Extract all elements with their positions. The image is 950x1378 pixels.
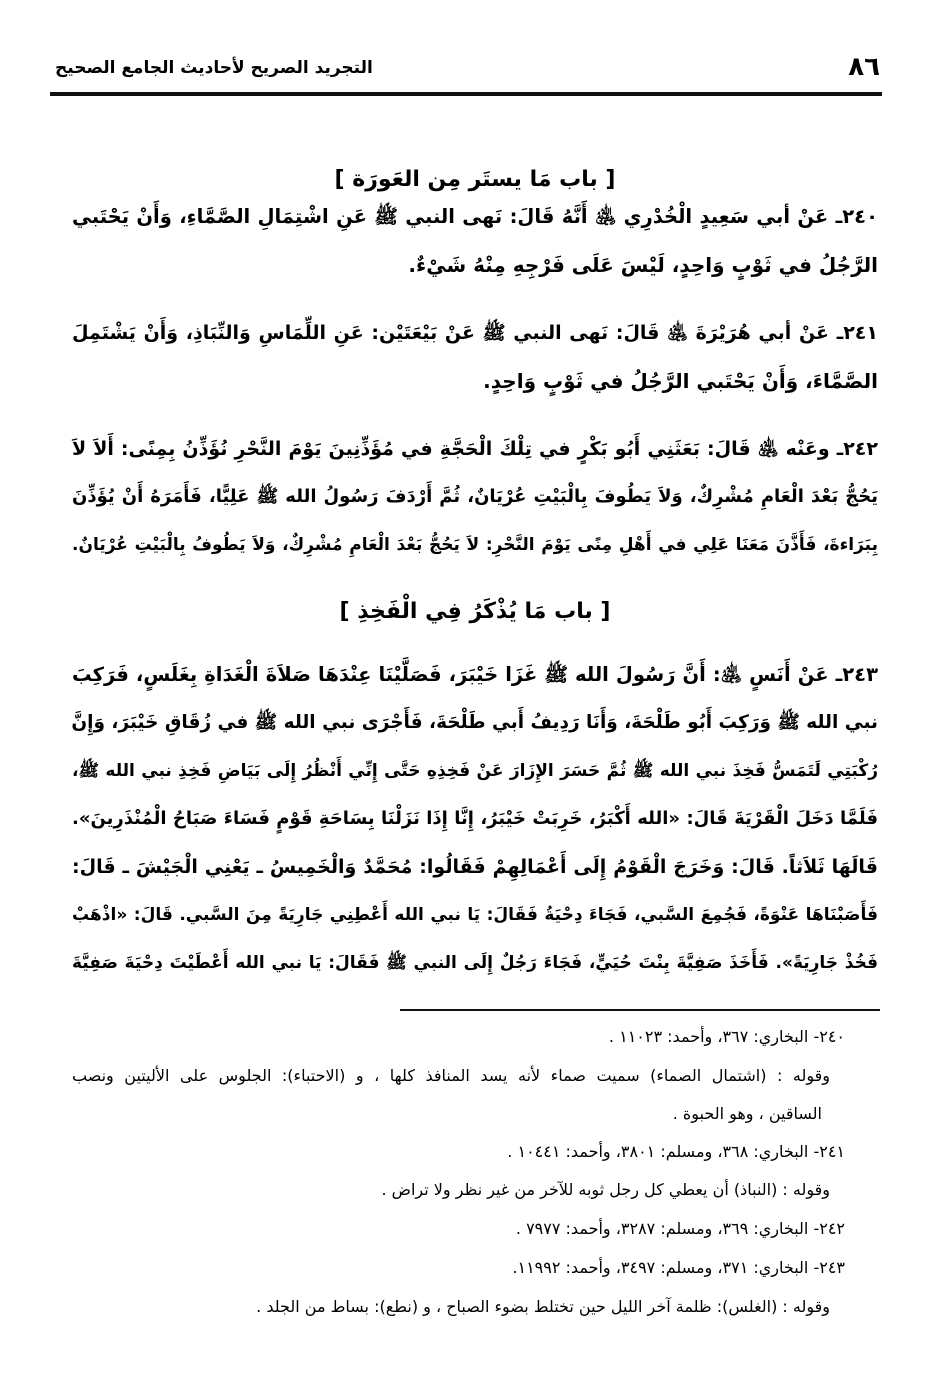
chapter-title: [ باب مَا يُذْكَرُ فِي الْفَخِذِ ] — [339, 599, 611, 624]
hadith-243-line: ٢٤٣ـ عَنْ أَنَسٍ ﵁: أَنَّ رَسُولَ الله ﷺ غَزَا خَيْبَرَ، فَصَلَّيْنَا عِنْدَهَا صَلاَةَ الْغَدَاةِ بِغَلَسٍ، فَرَكِبَ — [72, 663, 878, 686]
footnote-line: الساقين ، وهو الحبوة . — [672, 1104, 822, 1123]
hadith-242-line: ٢٤٢ـ وعَنْه ﵁ قَالَ: بَعَثَنِي أَبُو بَكْرٍ في تِلْكَ الْحَجَّةِ في مُؤَذِّنِينَ يَوْمَ النَّحْرِ نُؤَذِّنُ بِمِنًى: أَلاَ لاَ — [72, 438, 878, 460]
hadith-241-line: ٢٤١ـ عَنْ أبي هُرَيْرَةَ ﵁ قَالَ: نَهى النبي ﷺ عَنْ بَيْعَتَيْن: عَنِ اللِّمَاسِ وَالنِّبَاذِ، وَأَنْ يَشْتَمِلَ — [72, 322, 878, 344]
footnote-line: ٢٤٢- البخاري: ٣٦٩، ومسلم: ٣٢٨٧، وأحمد: ٧٩٧٧ . — [515, 1219, 845, 1238]
hadith-242-line: يَحُجُّ بَعْدَ الْعَامِ مُشْرِكٌ، وَلاَ يَطُوفَ بِالْبَيْتِ عُرْيَانٌ، ثُمَّ أَرْدَفَ رَسُولُ الله ﷺ عَلِيًّا، فَأَمَرَهُ أَنْ يُؤَذِّنَ — [72, 486, 878, 507]
footnote-line: ٢٤٠- البخاري: ٣٦٧، وأحمد: ١١٠٢٣ . — [608, 1027, 845, 1046]
hadith-240-line: الرَّجُلُ في ثَوْبٍ وَاحِدٍ، لَيْسَ عَلَى فَرْجِهِ مِنْهُ شَيْءٌ. — [408, 253, 878, 277]
hadith-241-line: الصَّمَّاءَ، وَأَنْ يَحْتَبي الرَّجُلُ في ثَوْبٍ وَاحِدٍ. — [483, 369, 878, 393]
hadith-243-line: قَالَهَا ثَلاَثاً. قَالَ: وَخَرَجَ الْقَوْمُ إِلَى أَعْمَالِهِمْ فَقَالُوا: مُحَمَّدٌ وَالْخَمِيسُ ـ يَعْنِي الْجَيْشَ ـ قَالَ: — [72, 856, 878, 878]
footnote-line: ٢٤٣- البخاري: ٣٧١، ومسلم: ٣٤٩٧، وأحمد: ١١٩٩٢. — [512, 1258, 845, 1277]
hadith-242-line: بِبَرَاءةَ، فَأَذَّنَ مَعَنَا عَلِي في أَهْلِ مِنًى يَوْمَ النَّحْرِ: لاَ يَحُجُّ بَعْدَ الْعَامِ مُشْرِكٌ، وَلاَ يَطُوفُ بِالْبَيْتِ عُرْيَانٌ. — [72, 535, 878, 555]
hadith-243-line: نبي الله ﷺ وَرَكِبَ أَبُو طَلْحَةَ، وَأَنَا رَدِيفُ أَبي طَلْحَةَ، فَأَجْرَى نبي الله ﷺ في زُقَاقِ خَيْبَرَ، وَإِنَّ — [71, 712, 878, 733]
footnote-rule — [400, 1009, 880, 1011]
footnote-line: ٢٤١- البخاري: ٣٦٨، ومسلم: ٣٨٠١، وأحمد: ١٠٤٤١ . — [507, 1142, 845, 1161]
hadith-243-line: فَأَصَبْنَاهَا عَنْوَةً، فَجُمِعَ السَّبي، فَجَاءَ دِحْيَةُ فَقَالَ: يَا نبي الله أَعْطِنِي جَارِيَةً مِنَ السَّبي. قَالَ: «اذْهَبْ — [72, 905, 878, 925]
footnote-line: وقوله : (النباذ) أن يعطي كل رجل ثوبه للآخر من غير نظر ولا تراض . — [381, 1180, 830, 1199]
hadith-240-line: ٢٤٠ـ عَنْ أبي سَعِيدٍ الْخُدْرِي ﵁ أَنَّهُ قَالَ: نَهى النبي ﷺ عَنِ اشْتِمَالِ الصَّمَّاءِ، وَأَنْ يَحْتَبي — [72, 205, 878, 228]
hadith-243-line: رُكْبَتِي لَتَمَسُّ فَخِذَ نبي الله ﷺ ثُمَّ حَسَرَ الإِزَارَ عَنْ فَخِذِهِ حَتَّى إِنِّي أَنْظُرُ إِلَى بَيَاضِ فَخِذِ نبي الله ﷺ، — [72, 761, 878, 781]
page-number: ٨٦ — [848, 52, 880, 82]
footnote-line: وقوله : (الغلس): ظلمة آخر الليل حين تختلط بضوء الصباح ، و (نطع): بساط من الجلد . — [256, 1297, 830, 1316]
footnote-line: وقوله : (اشتمال الصماء) سميت صماء لأنه يسد المنافذ كلها ، و (الاحتباء): الجلوس على الأليتين ونصب — [72, 1066, 830, 1085]
hadith-243-line: فَلَمَّا دَخَلَ الْقَرْيَةَ قَالَ: «الله أَكْبَرُ، خَرِبَتْ خَيْبَرُ، إِنَّا إِذَا نَزَلْنَا بِسَاحَةِ قَوْمٍ فَسَاءَ صَبَاحُ الْمُنْذَرِينَ». — [72, 808, 878, 829]
running-header-title: التجريد الصريح لأحاديث الجامع الصحيح — [55, 58, 373, 78]
header-rule — [50, 92, 882, 96]
chapter-title: [ باب مَا يستَر مِن العَورَة ] — [334, 167, 616, 192]
hadith-243-line: فَخُذْ جَارِيَةً». فَأَخَذَ صَفِيَّةَ بِنْتَ حُيَيٍّ، فَجَاءَ رَجُلٌ إِلَى النبي ﷺ فَقَالَ: يَا نبي الله أَعْطَيْتَ دِحْيَةَ صَفِيَّةَ — [72, 953, 878, 973]
